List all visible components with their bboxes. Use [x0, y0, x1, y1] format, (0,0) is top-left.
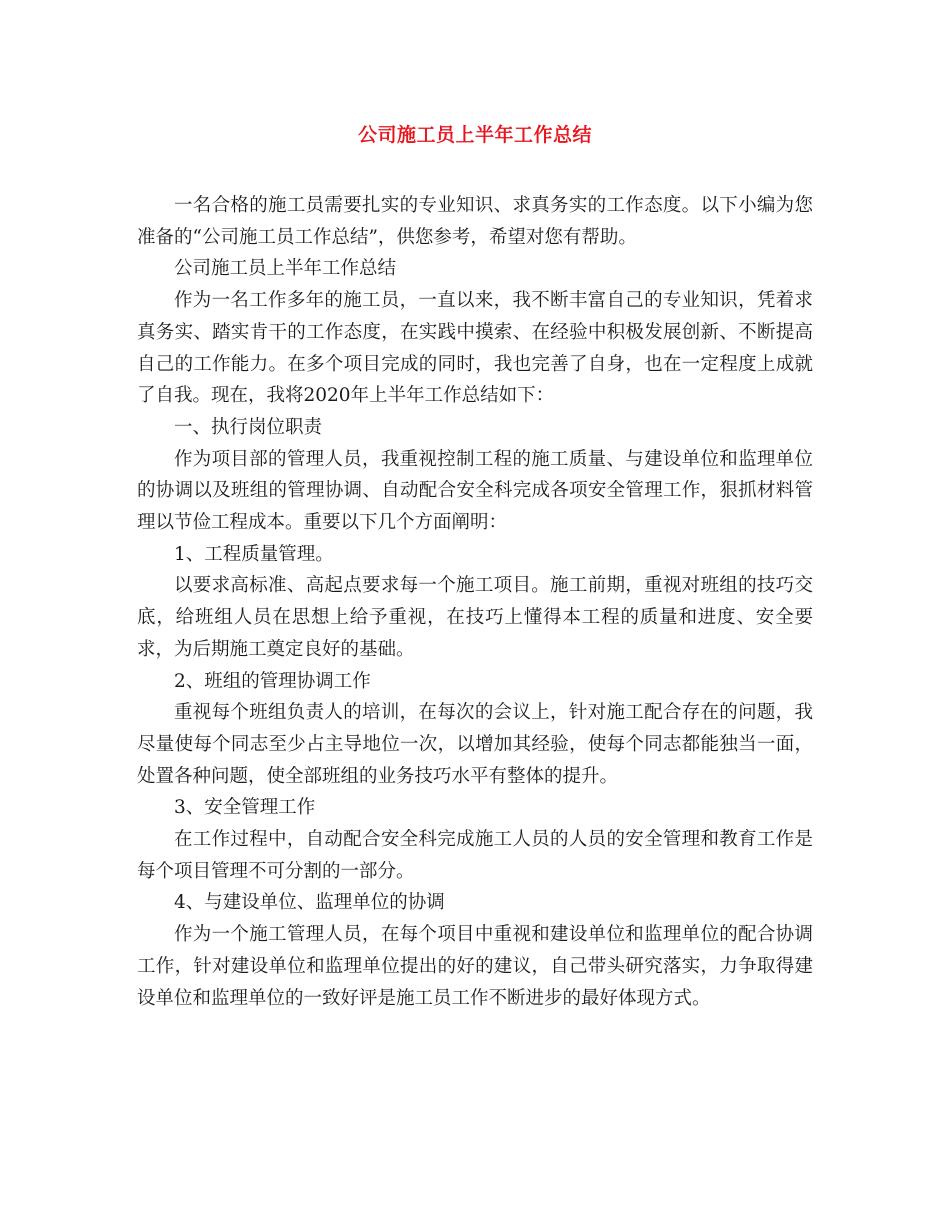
body-paragraph: 作为项目部的管理人员，我重视控制工程的施工质量、与建设单位和监理单位的协调以及班组的管理协调、自动配合安全科完成各项安全管理工作，狠抓材料管理以节俭工程成本。重要以下几个方面阐明： — [137, 448, 813, 534]
subsection-heading: 3、安全管理工作 — [174, 797, 316, 819]
body-paragraph: 以要求高标准、高起点要求每一个施工项目。施工前期，重视对班组的技巧交底，给班组人员在思想上给予重视，在技巧上懂得本工程的质量和进度、安全要求，为后期施工奠定良好的基础。 — [137, 575, 813, 660]
subsection-heading: 2、班组的管理协调工作 — [174, 670, 371, 692]
body-paragraph: 作为一个施工管理人员，在每个项目中重视和建设单位和监理单位的配合协调工作，针对建设单位和监理单位提出的好的建议，自己带头研究落实，力争取得建设单位和监理单位的一致好评是施工员工作不断进步的最好体现方式。 — [137, 924, 813, 1009]
body-paragraph: 在工作过程中，自动配合安全科完成施工人员的人员的安全管理和教育工作是每个项目管理不可分割的一部分。 — [137, 829, 813, 882]
document-body — [137, 190, 813, 1014]
section-heading: 公司施工员上半年工作总结 — [174, 258, 397, 280]
body-paragraph: 重视每个班组负责人的培训，在每次的会议上，针对施工配合存在的问题，我尽量使每个同志至少占主导地位一次，以增加其经验，使每个同志都能独当一面，处置各种问题，使全部班组的业务技巧水平有整体的提升。 — [137, 702, 813, 787]
document-title: 公司施工员上半年工作总结 — [357, 124, 592, 146]
body-paragraph: 作为一名工作多年的施工员，一直以来，我不断丰富自己的专业知识，凭着求真务实、踏实肯干的工作态度，在实践中摸索、在经验中积极发展创新、不断提高自己的工作能力。在多个项目完成的同时，我也完善了自身，也在一定程度上成就了自我。现在，我将2020年上半年工作总结如下： — [137, 290, 813, 407]
subsection-heading: 1、工程质量管理。 — [174, 543, 334, 565]
intro-paragraph: 一名合格的施工员需要扎实的专业知识、求真务实的工作态度。以下小编为您准备的“公司施工员工作总结”，供您参考，希望对您有帮助。 — [137, 195, 813, 248]
section-heading: 一、执行岗位职责 — [174, 416, 323, 438]
subsection-heading: 4、与建设单位、监理单位的协调 — [174, 892, 445, 914]
